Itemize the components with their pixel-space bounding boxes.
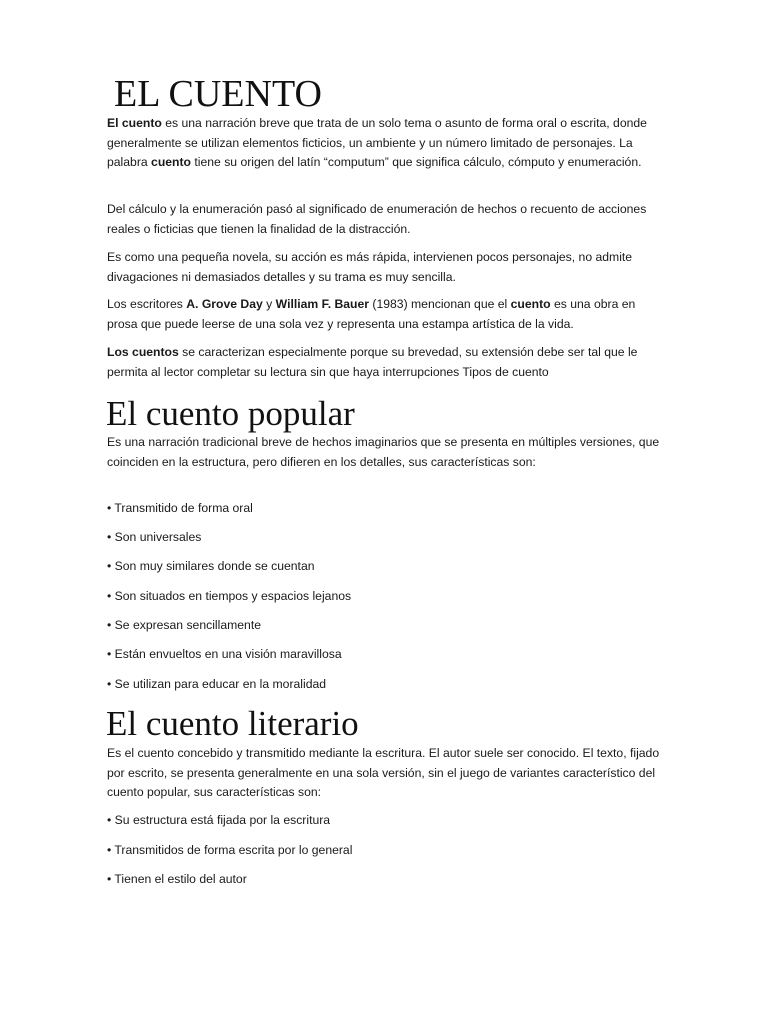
term-cuento: cuento <box>151 155 191 169</box>
intro-text: tiene su origen del latín “computum” que significa cálculo, cómputo y enumeración. <box>191 155 642 169</box>
intro-paragraph-2: Del cálculo y la enumeración pasó al significado de enumeración de hechos o recuento de acciones reales o ficticias que tienen la finalidad de la distracción. <box>107 202 647 236</box>
popular-list-item: • Se utilizan para educar en la moralidad <box>107 677 327 691</box>
intro-text: se caracterizan especialmente porque su brevedad, su extensión debe ser tal que le permita al lector completar su lectura sin que haya interrupciones Tipos de cuento <box>107 345 638 379</box>
intro-paragraph-3: Es como una pequeña novela, su acción es más rápida, intervienen pocos personajes, no admite divagaciones ni demasiados detalles y su trama es muy sencilla. <box>107 250 633 284</box>
intro-text: y <box>262 297 276 311</box>
popular-list-item: • Transmitido de forma oral <box>107 501 253 515</box>
document-title: EL CUENTO <box>114 73 322 115</box>
popular-list-item: • Son universales <box>107 530 202 544</box>
author-grove-day: A. Grove Day <box>186 297 263 311</box>
author-bauer: William F. Bauer <box>275 297 370 311</box>
term-cuento: cuento <box>510 297 551 311</box>
popular-list-item: • Son situados en tiempos y espacios lejanos <box>107 589 352 603</box>
literario-description: Es el cuento concebido y transmitido mediante la escritura. El autor suele ser conocido. El texto, fijado por escrito, se presenta generalmente en una sola versión, sin el juego de variantes característico del cuento popular, sus características son: <box>107 746 660 799</box>
intro-text: es una obra en prosa que puede leerse de una sola vez y representa una estampa artística de la vida. <box>107 297 636 331</box>
section-heading-literario: El cuento literario <box>106 704 359 743</box>
intro-text: es una narración breve que trata de un solo tema o asunto de forma oral o escrita, donde generalmente se utilizan elementos ficticios, un ambiente y un número limitado de personajes. La palabra <box>107 116 647 169</box>
term-el-cuento: El cuento <box>107 116 162 130</box>
section-heading-popular: El cuento popular <box>106 394 355 433</box>
intro-paragraph-1 <box>107 114 667 173</box>
popular-list-item: • Están envueltos en una visión maravillosa <box>107 647 342 661</box>
intro-paragraph-4 <box>107 295 667 334</box>
term-los-cuentos: Los cuentos <box>107 345 179 359</box>
literario-list-item: • Su estructura está fijada por la escritura <box>107 813 331 827</box>
popular-description: Es una narración tradicional breve de hechos imaginarios que se presenta en múltiples versiones, que coinciden en la estructura, pero difieren en los detalles, sus características son: <box>107 435 660 469</box>
literario-list-item: • Transmitidos de forma escrita por lo general <box>107 843 353 857</box>
intro-paragraph-5 <box>107 343 667 382</box>
popular-list-item: • Se expresan sencillamente <box>107 618 261 632</box>
intro-text: Los escritores <box>107 297 187 311</box>
literario-list-item: • Tienen el estilo del autor <box>107 872 247 886</box>
popular-list-item: • Son muy similares donde se cuentan <box>107 559 315 573</box>
intro-text: (1983) mencionan que el <box>369 297 511 311</box>
